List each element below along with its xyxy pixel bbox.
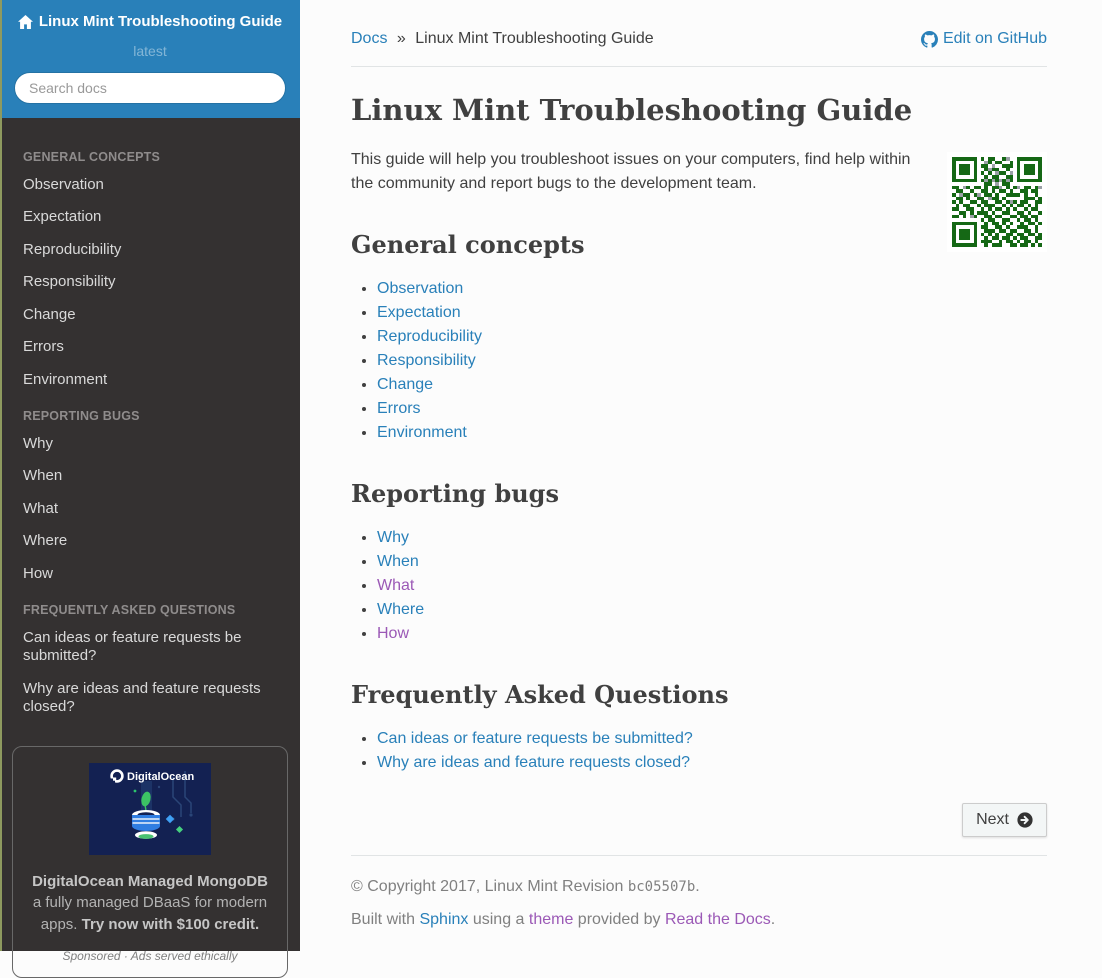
section-heading-general-concepts: General concepts xyxy=(351,230,585,259)
link-list-general-concepts xyxy=(377,277,1047,445)
content-link-how[interactable]: How xyxy=(377,625,410,642)
breadcrumb xyxy=(351,24,1047,48)
list-item xyxy=(377,550,1047,574)
content-link-errors[interactable]: Errors xyxy=(377,400,421,417)
pagination-row xyxy=(351,803,1047,837)
window-edge-line xyxy=(0,0,2,951)
sidebar-item-what[interactable]: What xyxy=(23,499,59,517)
copyright-period: . xyxy=(695,878,700,895)
sidebar-nav xyxy=(0,118,300,731)
digitalocean-ad-image[interactable] xyxy=(89,763,211,855)
sidebar-item-can-ideas-or-feature-requests-be-submitt[interactable]: Can ideas or feature requests be submitted? xyxy=(23,628,242,665)
content-link-expectation[interactable]: Expectation xyxy=(377,304,461,321)
ad-text-bold1: DigitalOcean Managed MongoDB xyxy=(32,873,268,890)
list-item xyxy=(377,301,1047,325)
list-item xyxy=(377,598,1047,622)
section-heading-frequently-asked-questions: Frequently Asked Questions xyxy=(351,680,729,709)
list-item xyxy=(377,526,1047,550)
content-link-what[interactable]: What xyxy=(377,577,415,594)
sidebar-item-reproducibility[interactable]: Reproducibility xyxy=(23,240,122,258)
footer-text: Built with xyxy=(351,911,420,928)
content-link-change[interactable]: Change xyxy=(377,376,434,393)
footer-text: . xyxy=(770,911,776,928)
sidebar-ad xyxy=(12,746,288,978)
ad-text-link[interactable] xyxy=(26,871,274,935)
sidebar-title-text: Linux Mint Troubleshooting Guide xyxy=(38,13,283,30)
arrow-circle-right-icon xyxy=(1017,812,1033,828)
content-link-responsibility[interactable]: Responsibility xyxy=(377,352,476,369)
revision-code: bc05507b xyxy=(627,879,696,895)
footer-link-read-the-docs[interactable]: Read the Docs xyxy=(664,911,771,928)
content-link-why[interactable]: Why xyxy=(377,529,409,546)
content-link-why-are-ideas-and-feature-requests-close[interactable]: Why are ideas and feature requests closed? xyxy=(377,754,691,771)
list-item xyxy=(377,622,1047,646)
next-button[interactable] xyxy=(962,803,1047,837)
home-icon xyxy=(18,15,33,29)
built-with-line xyxy=(351,911,1047,929)
footer xyxy=(351,856,1047,974)
sidebar-item-change[interactable]: Change xyxy=(23,305,76,323)
content-link-when[interactable]: When xyxy=(377,553,419,570)
footer-text: using a xyxy=(468,911,529,928)
version-label: latest xyxy=(133,42,167,59)
sidebar-item-expectation[interactable]: Expectation xyxy=(23,208,102,226)
copyright-line xyxy=(351,878,1047,896)
breadcrumb-separator: » xyxy=(396,30,406,47)
section-heading-reporting-bugs: Reporting bugs xyxy=(351,479,559,508)
sidebar xyxy=(0,0,300,963)
breadcrumb-current-page: Linux Mint Troubleshooting Guide xyxy=(415,30,654,47)
edit-on-github-label: Edit on GitHub xyxy=(942,30,1047,47)
page-title: Linux Mint Troubleshooting Guide xyxy=(351,93,913,127)
breadcrumb-divider xyxy=(351,66,1047,67)
content-link-where[interactable]: Where xyxy=(377,601,425,618)
ad-text-bold2: Try now with $100 credit. xyxy=(81,915,260,933)
intro-paragraph: This guide will help you troubleshoot issues on your computers, find help within the community and report bugs to the development team. xyxy=(351,151,911,192)
github-icon xyxy=(921,31,938,48)
sidebar-item-errors[interactable]: Errors xyxy=(23,338,64,356)
link-list-frequently-asked-questions xyxy=(377,727,1047,775)
sidebar-item-environment[interactable]: Environment xyxy=(23,371,108,389)
search-input[interactable] xyxy=(14,72,286,104)
copyright-text: © Copyright 2017, Linux Mint Revision xyxy=(351,878,628,895)
sidebar-item-where[interactable]: Where xyxy=(23,532,68,550)
sidebar-section-caption-reporting-bugs: REPORTING BUGS xyxy=(23,408,140,423)
sidebar-section-caption-general-concepts: GENERAL CONCEPTS xyxy=(23,149,161,164)
content-link-reproducibility[interactable]: Reproducibility xyxy=(377,328,482,345)
content-sections xyxy=(351,230,1047,775)
sidebar-item-why[interactable]: Why xyxy=(23,434,53,452)
qr-grid xyxy=(952,157,1042,247)
list-item xyxy=(377,277,1047,301)
sidebar-item-observation[interactable]: Observation xyxy=(23,175,104,193)
breadcrumb-docs-link[interactable]: Docs xyxy=(351,30,388,47)
footer-link-theme[interactable]: theme xyxy=(528,911,574,928)
footer-text: provided by xyxy=(573,911,665,928)
sidebar-item-responsibility[interactable]: Responsibility xyxy=(23,273,116,291)
list-item xyxy=(377,421,1047,445)
sidebar-section-caption-frequently-asked-questions: FREQUENTLY ASKED QUESTIONS xyxy=(23,602,236,617)
list-item xyxy=(377,325,1047,349)
list-item xyxy=(377,751,1047,775)
list-item xyxy=(377,574,1047,598)
svg-text:DigitalOcean: DigitalOcean xyxy=(127,771,195,783)
sidebar-item-how[interactable]: How xyxy=(23,565,54,583)
link-list-reporting-bugs xyxy=(377,526,1047,646)
main-content xyxy=(300,0,1102,951)
content-link-can-ideas-or-feature-requests-be-submitt[interactable]: Can ideas or feature requests be submitted? xyxy=(377,730,693,747)
sidebar-item-when[interactable]: When xyxy=(23,467,63,485)
footer-link-sphinx[interactable]: Sphinx xyxy=(419,911,469,928)
sidebar-item-why-are-ideas-and-feature-requests-close[interactable]: Why are ideas and feature requests closed? xyxy=(23,679,261,716)
list-item xyxy=(377,397,1047,421)
list-item xyxy=(377,373,1047,397)
next-button-label: Next xyxy=(976,811,1009,828)
content-link-environment[interactable]: Environment xyxy=(377,424,467,441)
content-link-observation[interactable]: Observation xyxy=(377,280,464,297)
list-item xyxy=(377,727,1047,751)
edit-on-github-link[interactable] xyxy=(921,30,1047,48)
list-item xyxy=(377,349,1047,373)
sidebar-header xyxy=(0,0,300,118)
ad-text-normal: a fully managed DBaaS for modern apps. xyxy=(32,894,268,933)
qr-code-image xyxy=(947,152,1047,252)
ad-sponsored-note: Sponsored · Ads served ethically xyxy=(62,948,238,963)
sidebar-home-link[interactable] xyxy=(18,13,282,30)
